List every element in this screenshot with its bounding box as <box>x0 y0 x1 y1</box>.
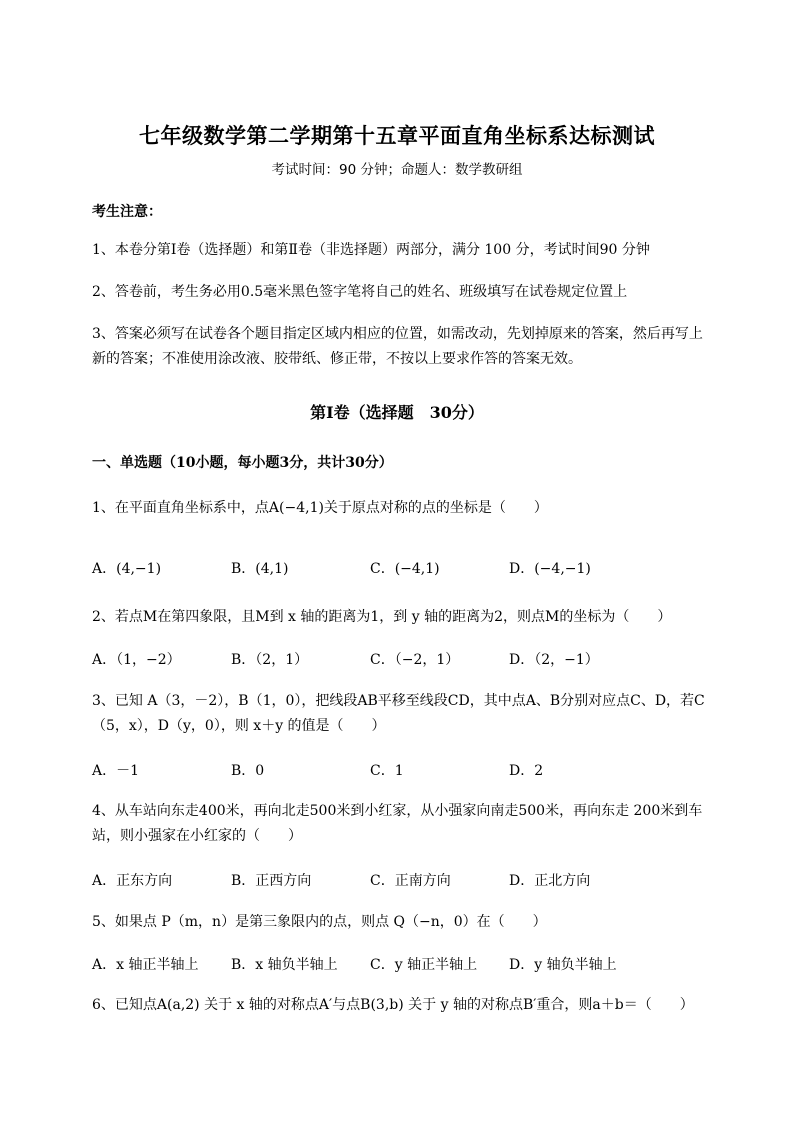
question-1-stem: 1、在平面直角坐标系中，点A(−4,1)关于原点对称的点的坐标是（ ） <box>92 500 548 516</box>
question-5-option-c[interactable]: C．y 轴正半轴上 <box>370 957 478 973</box>
question-5-option-d[interactable]: D．y 轴负半轴上 <box>509 957 617 973</box>
question-2-option-a[interactable]: A．（1，−2） <box>92 652 181 668</box>
question-1-option-b[interactable]: B．(4,1) <box>231 561 289 577</box>
question-4-option-d[interactable]: D．正北方向 <box>509 873 591 889</box>
section-title: 第Ⅰ卷（选择题 30分） <box>310 403 484 422</box>
question-3-stem: 3、已知 A（3，－2），B（1，0），把线段AB平移至线段CD，其中点A、B分别对应点C、D，若C（5，x），D（y，0），则 x＋y 的值是（ ） <box>92 693 705 734</box>
question-3-options <box>92 760 712 782</box>
notice-item-3: 3、答案必须写在试卷各个题目指定区域内相应的位置，如需改动，先划掉原来的答案，然后再写上新的答案；不准使用涂改液、胶带纸、修正带，不按以上要求作答的答案无效。 <box>92 326 703 367</box>
notice-item-1: 1、本卷分第Ⅰ卷（选择题）和第Ⅱ卷（非选择题）两部分，满分 100 分，考试时间90 分钟 <box>92 242 650 258</box>
question-4-options <box>92 870 712 892</box>
question-1-option-a[interactable]: A．(4,−1) <box>92 561 162 577</box>
question-5-options <box>92 954 712 976</box>
question-2-stem: 2、若点M在第四象限，且M到 x 轴的距离为1，到 y 轴的距离为2，则点M的坐标为（ ） <box>92 609 672 625</box>
question-3-option-d[interactable]: D．2 <box>509 763 544 779</box>
notice-heading: 考生注意： <box>92 204 162 220</box>
question-4-option-c[interactable]: C．正南方向 <box>370 873 451 889</box>
notice-item-2: 2、答卷前，考生务必用0.5毫米黑色签字笔将自己的姓名、班级填写在试卷规定位置上 <box>92 284 628 300</box>
question-2-option-d[interactable]: D．（2，−1） <box>509 652 599 668</box>
question-1-options <box>92 558 712 580</box>
exam-info: 考试时间：90 分钟；命题人：数学教研组 <box>271 162 523 178</box>
question-1-option-d[interactable]: D．(−4,−1) <box>509 561 591 577</box>
question-2-option-c[interactable]: C．（−2，1） <box>370 652 460 668</box>
question-1-option-c[interactable]: C．(−4,1) <box>370 561 440 577</box>
part-heading: 一、单选题（10小题，每小题3分，共计30分） <box>92 455 393 471</box>
question-5-stem: 5、如果点 P（m，n）是第三象限内的点，则点 Q（−n，0）在（ ） <box>92 914 547 930</box>
question-2-options <box>92 649 712 671</box>
question-5-option-b[interactable]: B．x 轴负半轴上 <box>231 957 338 973</box>
page-title: 七年级数学第二学期第十五章平面直角坐标系达标测试 <box>139 123 655 148</box>
question-3-option-a[interactable]: A．－1 <box>92 763 140 779</box>
question-4-stem: 4、从车站向东走400米，再向北走500米到小红家，从小强家向南走500米，再向东走 200米到车站，则小强家在小红家的（ ） <box>92 803 703 844</box>
question-2-option-b[interactable]: B．（2，1） <box>231 652 309 668</box>
question-5-option-a[interactable]: A．x 轴正半轴上 <box>92 957 199 973</box>
question-4-option-b[interactable]: B．正西方向 <box>231 873 312 889</box>
question-3-option-c[interactable]: C．1 <box>370 763 404 779</box>
question-4-option-a[interactable]: A．正东方向 <box>92 873 173 889</box>
question-3-option-b[interactable]: B．0 <box>231 763 265 779</box>
question-6-stem: 6、已知点A(a,2) 关于 x 轴的对称点A′与点B(3,b) 关于 y 轴的对称点B′重合，则a＋b＝（ ） <box>92 997 694 1013</box>
